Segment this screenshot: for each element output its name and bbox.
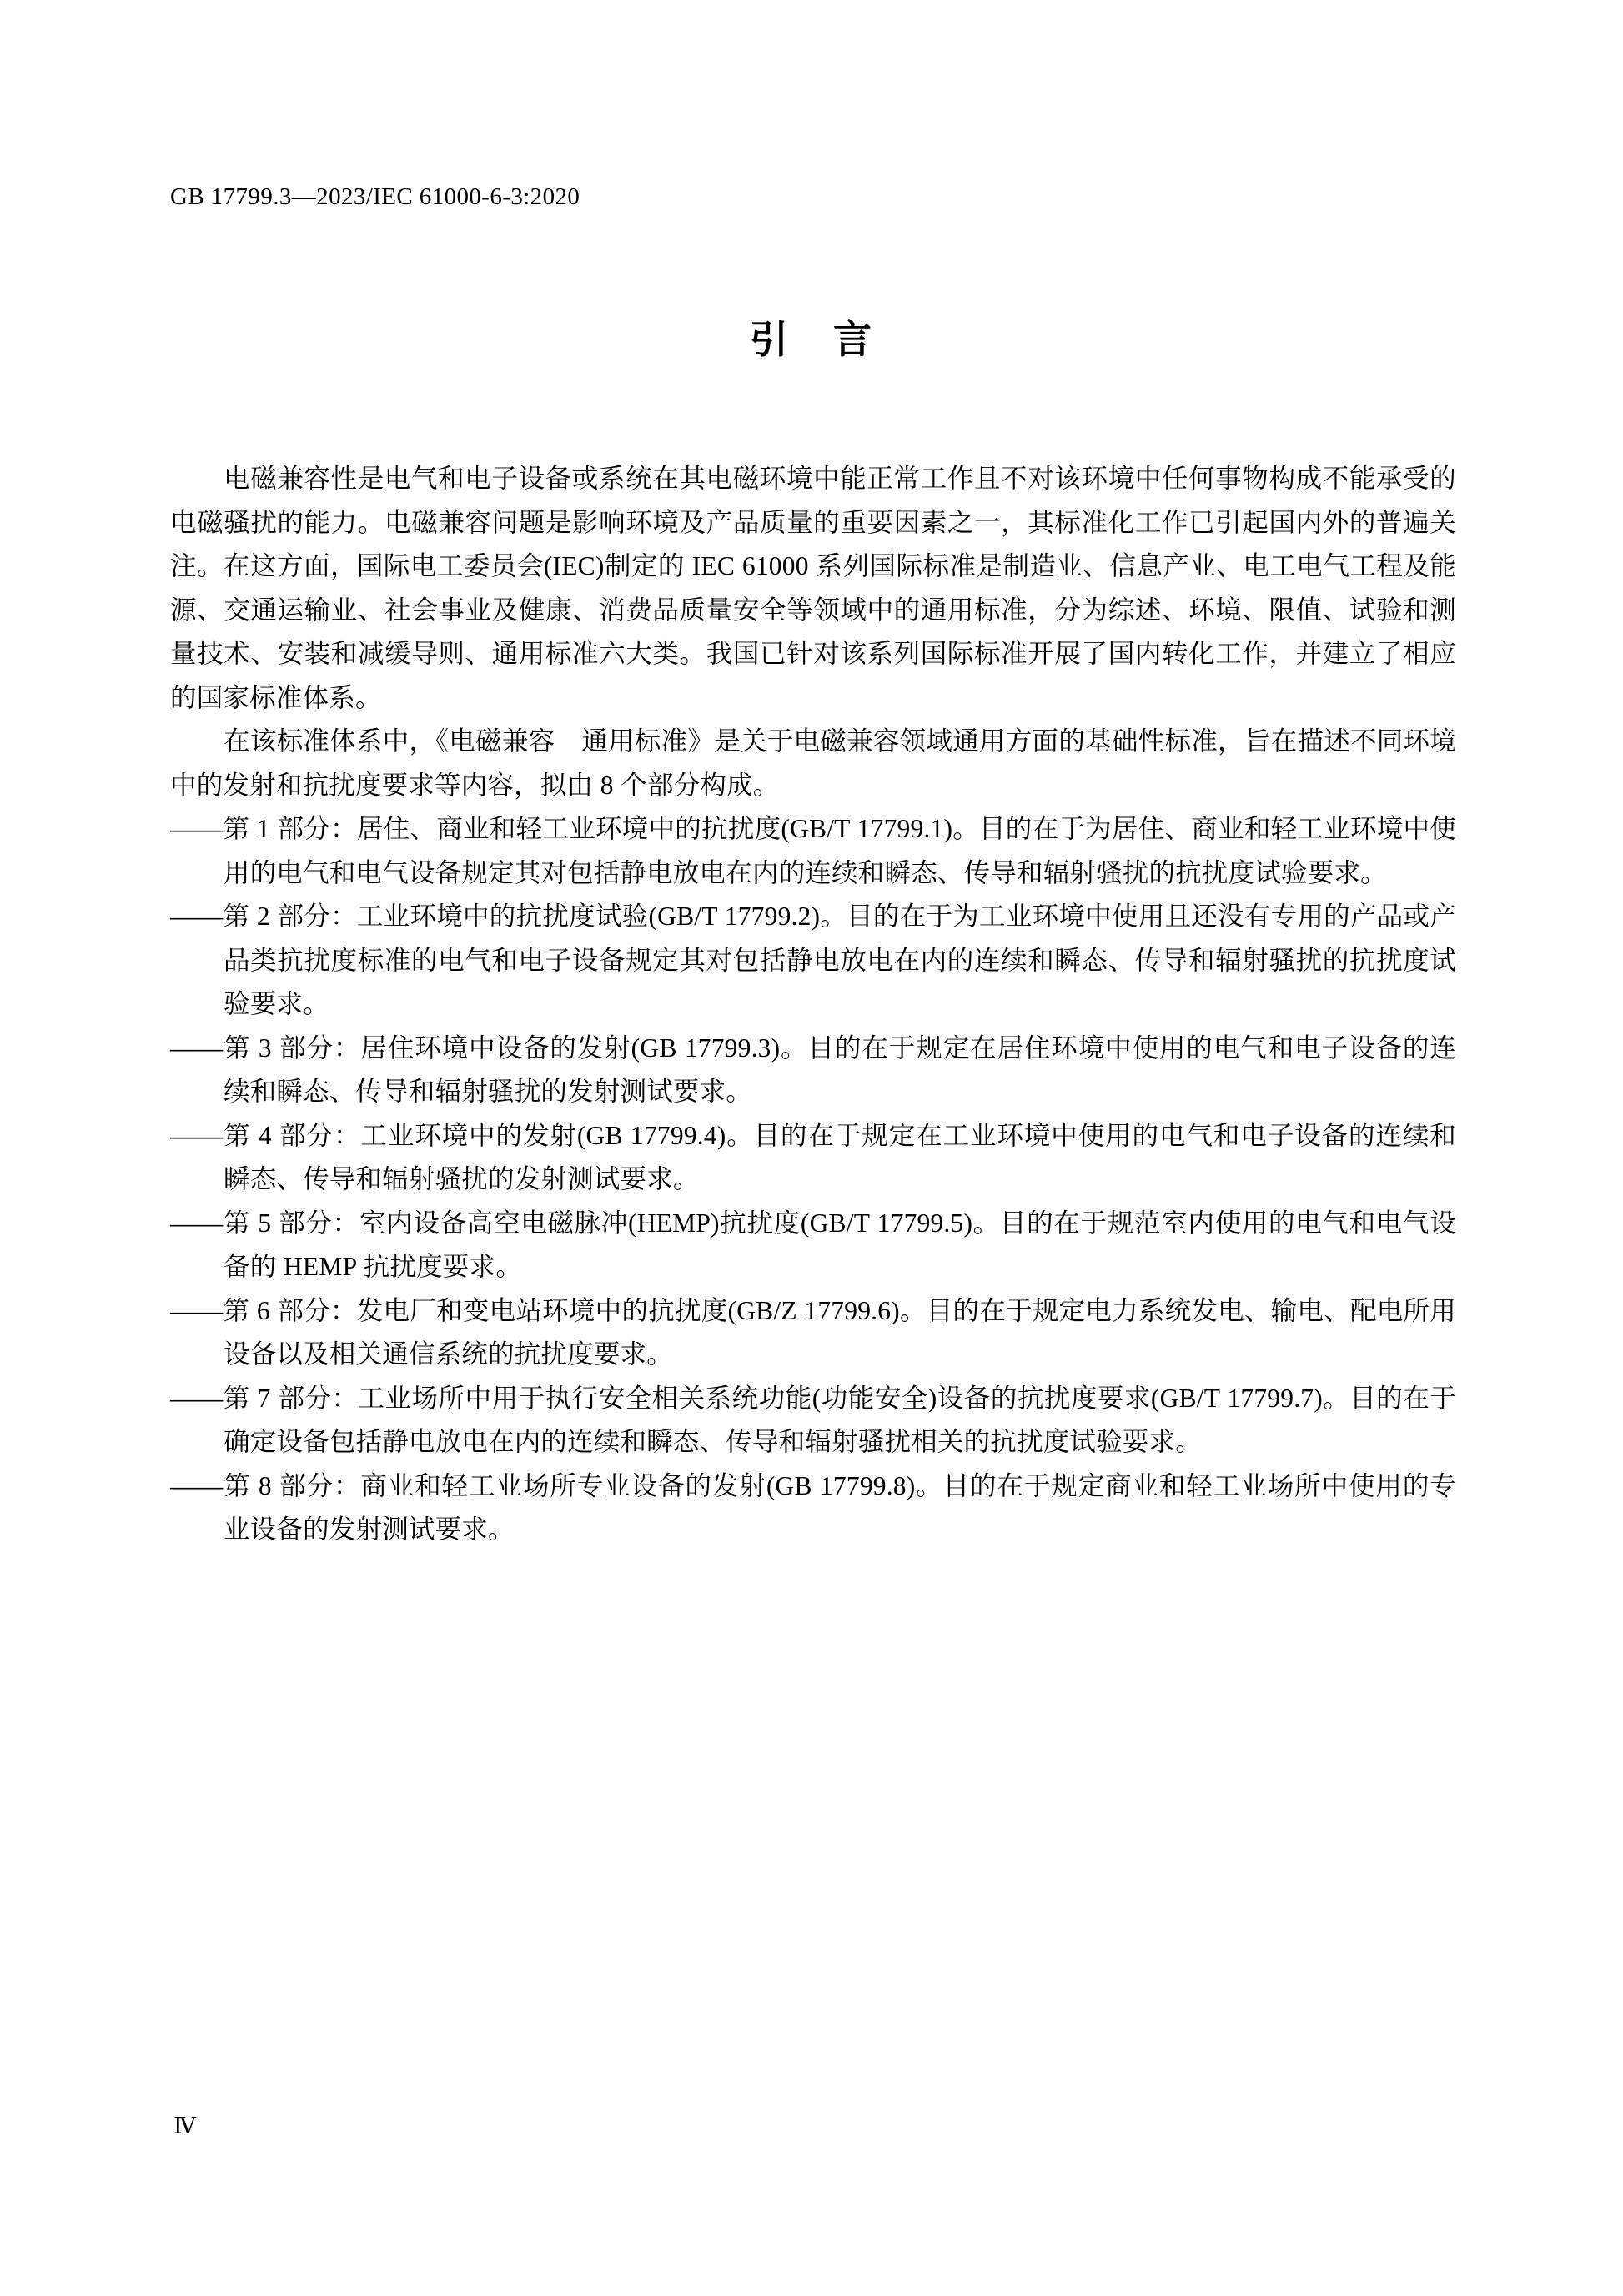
running-header: GB 17799.3—2023/IEC 61000-6-3:2020: [170, 183, 580, 210]
paragraph-1: 电磁兼容性是电气和电子设备或系统在其电磁环境中能正常工作且不对该环境中任何事物构成不能承受的电磁骚扰的能力。电磁兼容问题是影响环境及产品质量的重要因素之一，其标准化工作已引起国内外的普遍关注。在这方面，国际电工委员会(IEC)制定的 IEC 61000 系列国际标准是制造业、信息产业、电工电气工程及能源、交通运输业、社会事业及健康、消费品质量安全等领域中的通用标准，分为综述、环境、限值、试验和测量技术、安装和减缓导则、通用标准六大类。我国已针对该系列国际标准开展了国内转化工作，并建立了相应的国家标准体系。: [170, 464, 1456, 712]
list-item: ——第 2 部分：工业环境中的抗扰度试验(GB/T 17799.2)。目的在于为工业环境中使用且还没有专用的产品或产品类抗扰度标准的电气和电子设备规定其对包括静电放电在内的连续和瞬态、传导和辐射骚扰的抗扰度试验要求。: [170, 902, 1456, 1018]
list-item: ——第 7 部分：工业场所中用于执行安全相关系统功能(功能安全)设备的抗扰度要求(GB/T 17799.7)。目的在于确定设备包括静电放电在内的连续和瞬态、传导和辐射骚扰相关的抗扰度试验要求。: [170, 1383, 1456, 1456]
list-item: ——第 5 部分：室内设备高空电磁脉冲(HEMP)抗扰度(GB/T 17799.5)。目的在于规范室内使用的电气和电气设备的 HEMP 抗扰度要求。: [170, 1208, 1456, 1281]
parts-list: [170, 807, 1456, 1552]
body-content: [170, 457, 1456, 1552]
page-title: [0, 317, 1623, 363]
paragraph-2: 在该标准体系中，《电磁兼容 通用标准》是关于电磁兼容领域通用方面的基础性标准，旨在描述不同环境中的发射和抗扰度要求等内容，拟由 8 个部分构成。: [170, 726, 1456, 800]
page-title-char-1: 引: [750, 317, 790, 362]
page-title-char-2: 言: [833, 317, 873, 362]
list-item: ——第 1 部分：居住、商业和轻工业环境中的抗扰度(GB/T 17799.1)。目的在于为居住、商业和轻工业环境中使用的电气和电气设备规定其对包括静电放电在内的连续和瞬态、传导和辐射骚扰的抗扰度试验要求。: [170, 814, 1456, 887]
list-item: ——第 6 部分：发电厂和变电站环境中的抗扰度(GB/Z 17799.6)。目的在于规定电力系统发电、输电、配电所用设备以及相关通信系统的抗扰度要求。: [170, 1295, 1456, 1369]
list-item: ——第 4 部分：工业环境中的发射(GB 17799.4)。目的在于规定在工业环境中使用的电气和电子设备的连续和瞬态、传导和辐射骚扰的发射测试要求。: [170, 1120, 1456, 1193]
page-number: Ⅳ: [173, 2113, 196, 2138]
list-item: ——第 3 部分：居住环境中设备的发射(GB 17799.3)。目的在于规定在居住环境中使用的电气和电子设备的连续和瞬态、传导和辐射骚扰的发射测试要求。: [170, 1032, 1456, 1106]
list-item: ——第 8 部分：商业和轻工业场所专业设备的发射(GB 17799.8)。目的在于规定商业和轻工业场所中使用的专业设备的发射测试要求。: [170, 1470, 1456, 1544]
